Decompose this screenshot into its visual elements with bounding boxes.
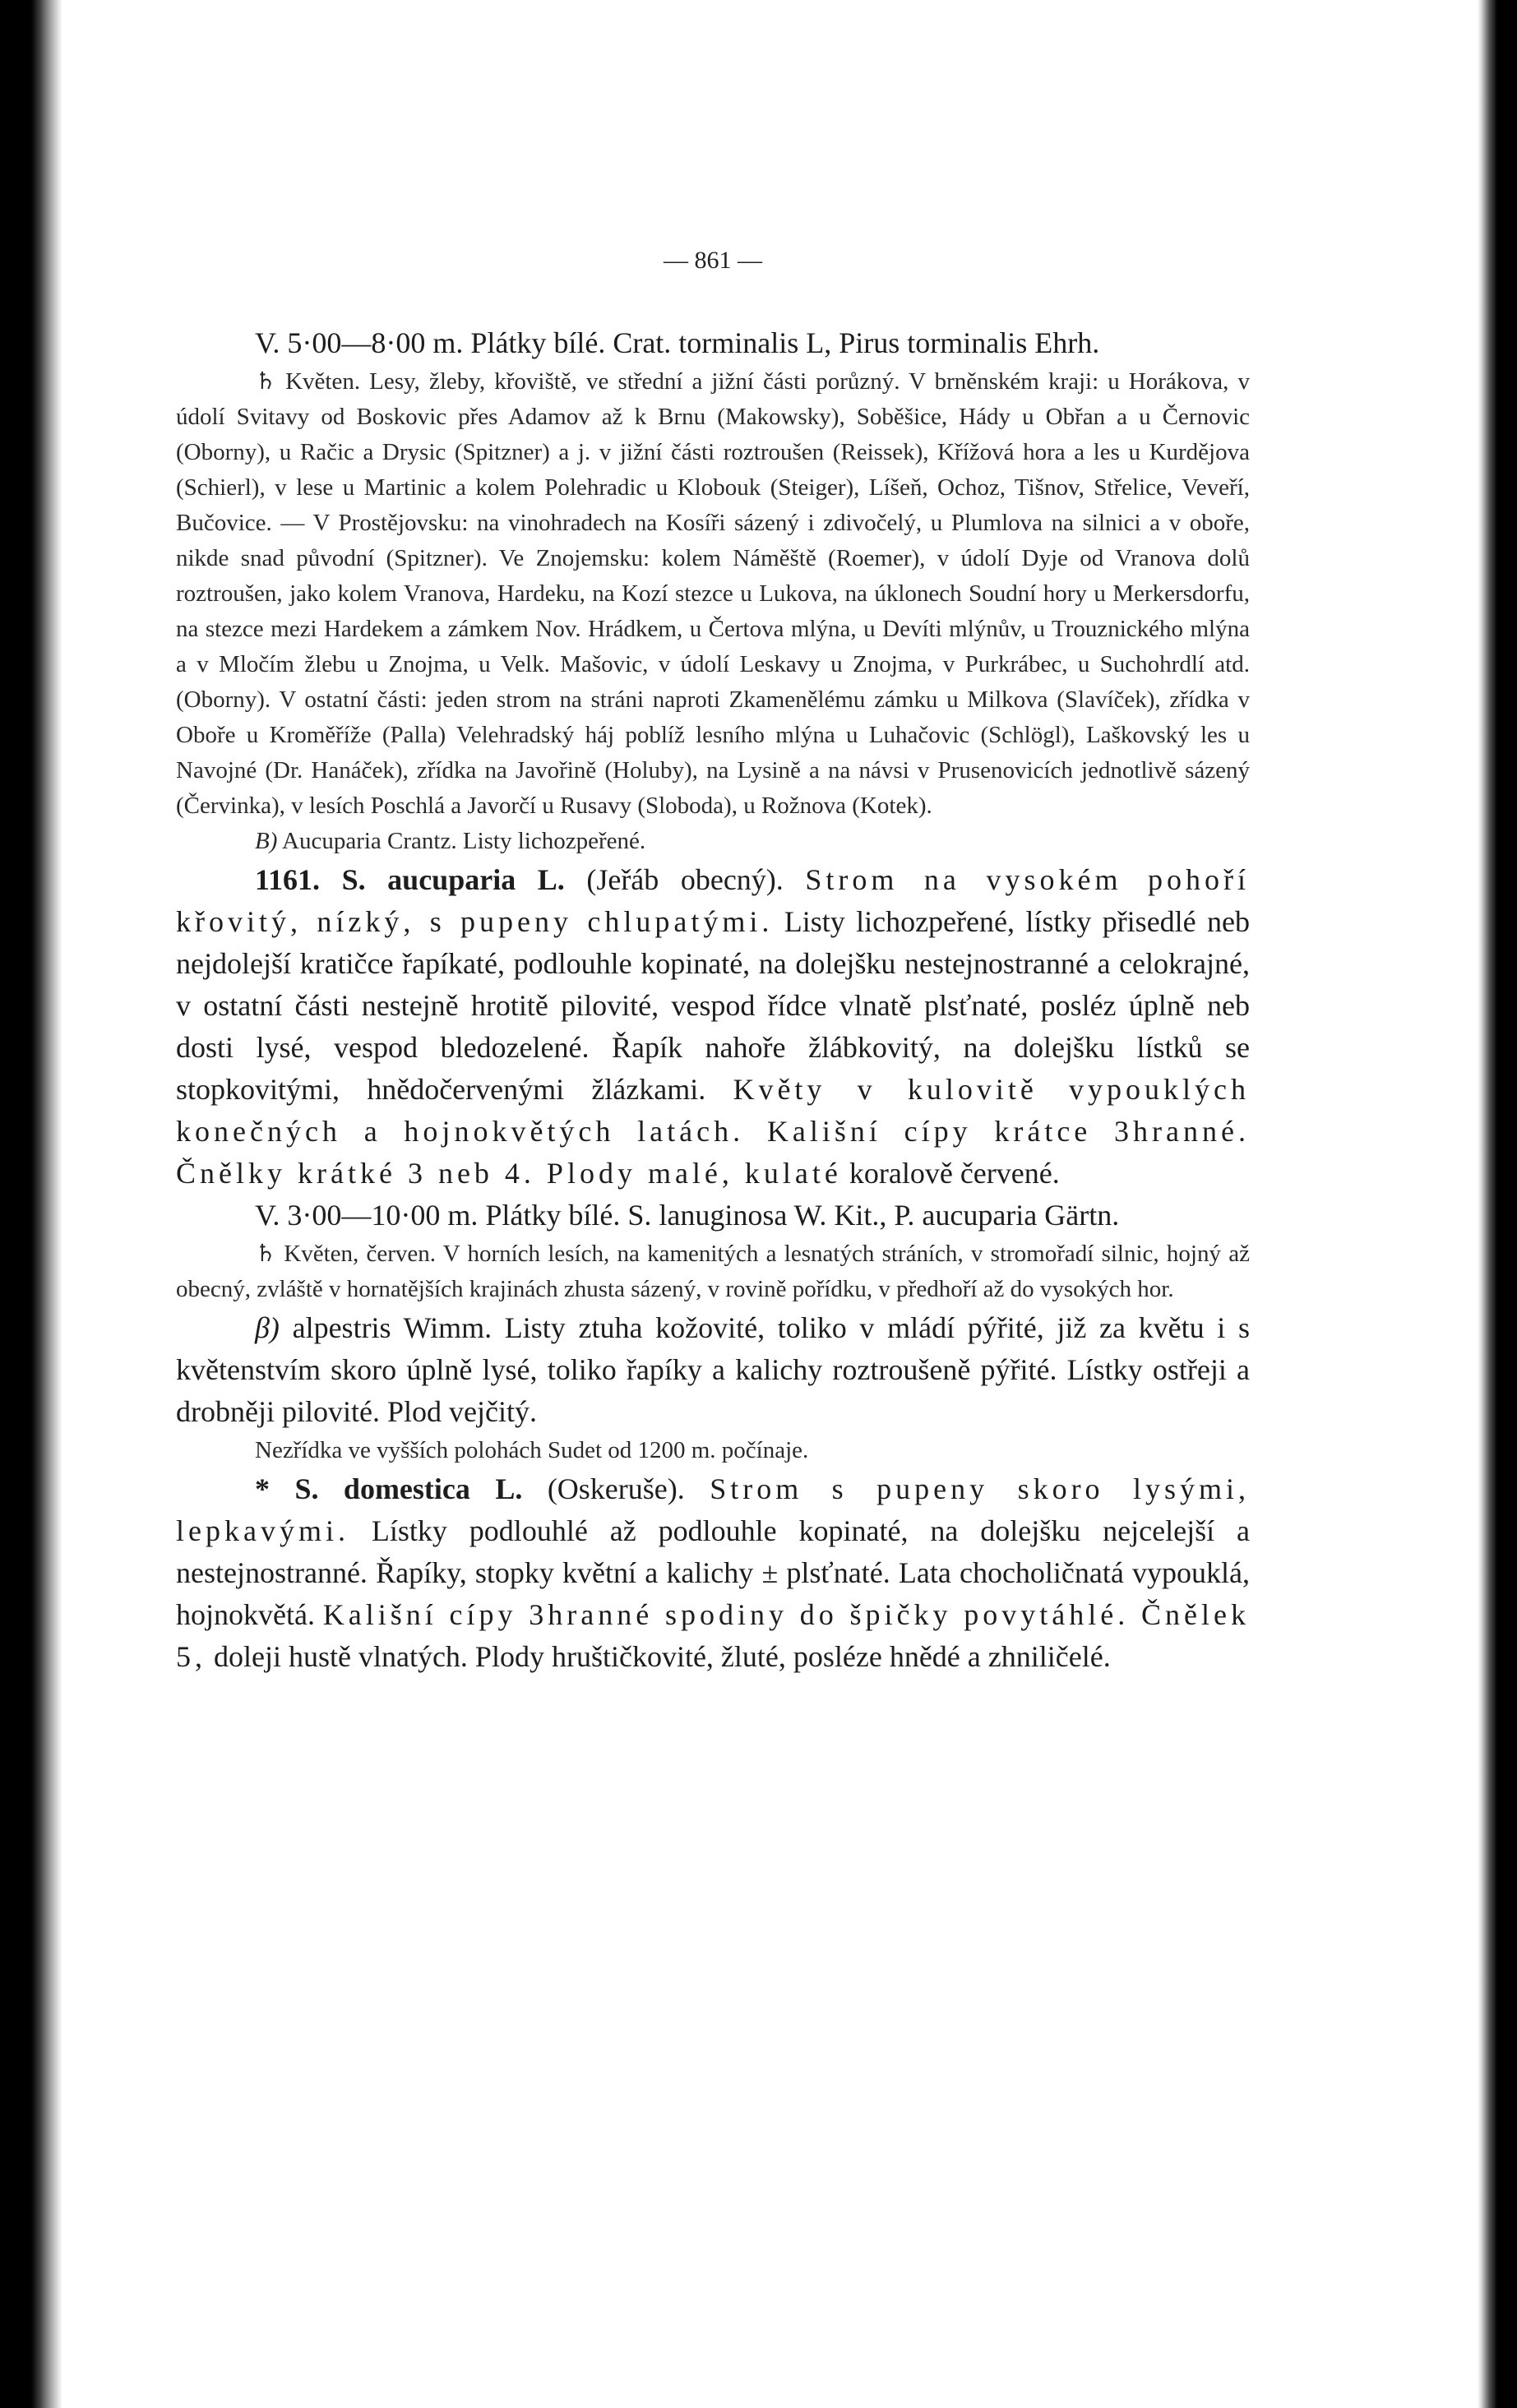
section-b-letter: B) (255, 828, 278, 854)
domestica-spaced-habit: Strom s pupeny skoro lysými, lepkavými. (176, 1472, 1251, 1547)
torminalis-flower-line: V. 5·00—8·00 m. Plátky bílé. Crat. torminalis L, Pirus torminalis Ehrh. (255, 326, 1100, 359)
scan-right-edge (1478, 0, 1517, 2408)
domestica-common-name: (Oskeruše). (547, 1472, 685, 1505)
section-b-text: Aucuparia Crantz. Listy lichozpeřené. (282, 828, 646, 854)
domestica-leaves: Lístky podlouhlé až podlouhle kopinaté, na dolejšku nejcelejší a nestejnostranné. Řapíky, stopky květní a kalichy ± plsťnaté. Lata chocholičnatá vypouklá, hojnokvětá. (176, 1514, 1250, 1631)
section-b-heading (176, 824, 1250, 859)
species-number: 1161. S. (255, 863, 366, 896)
spaced-habit: Strom na vysokém pohoří křovitý, nízký, s pupeny chlupatými. (176, 863, 1251, 938)
beta-distribution: Nezřídka ve vyšších polohách Sudet od 1200 m. počínaje. (255, 1437, 809, 1463)
domestica-spaced-calyx: Kališní cípy 3hranné spodiny do špičky povytáhlé. Čnělek 5, (176, 1598, 1251, 1673)
domestica-star: * (255, 1472, 270, 1505)
fruit-color: koralově červené. (849, 1157, 1060, 1190)
aucuparia-flower-line: V. 3·00—10·00 m. Plátky bílé. S. lanuginosa W. Kit., P. aucuparia Gärtn. (255, 1199, 1120, 1232)
page-number: — 861 — (664, 247, 762, 274)
aucuparia-description (176, 859, 1250, 1195)
book-page (176, 247, 1250, 1678)
beta-letter: β) (255, 1311, 280, 1344)
species-name: aucuparia L. (387, 863, 565, 896)
beta-text: alpestris Wimm. Listy ztuha kožovité, toliko v mládí pýřité, již za květu i s květenstvím skoro úplně lysé, toliko řapíky a kalichy roztroušeně pýřité. Lístky ostřeji a drobněji pilovité. Plod vejčitý. (176, 1311, 1250, 1428)
domestica-fruit: doleji hustě vlnatých. Plody hruštičkovité, žluté, posléze hnědé a zhniličelé. (214, 1640, 1111, 1673)
beta-variety (176, 1307, 1250, 1433)
leaf-description: Listy lichozpeřené, lístky přisedlé neb nejdolejší kratičce řapíkaté, podlouhle kopinaté, na dolejšku nestejnostranné a celokrajné, v ostatní části nestejně hrotitě pilovité, vespod řídce vlnatě plsťnaté, posléz úplně neb dosti lysé, vespod bledozelené. Řapík nahoře žlábkovitý, na dolejšku lístků se stopkovitými, hnědočervenými žlázkami. (176, 905, 1250, 1106)
aucuparia-distribution: ♄ Květen, červen. V horních lesích, na kamenitých a lesnatých stráních, v stromořadí silnic, hojný až obecný, zvláště v hornatějších krajinách zhusta sázený, v rovině pořídku, v předhoří až do vysokých hor. (176, 1241, 1250, 1302)
domestica-name: S. domestica L. (294, 1472, 523, 1505)
torminalis-distribution: ♄ Květen. Lesy, žleby, křoviště, ve střední a jižní části porůzný. V brněnském kraji: u Horákova, v údolí Svitavy od Boskovic přes Adamov až k Brnu (Makowsky), Soběšice, Hády u Obřan a u Černovic (Oborny), u Račic a Drysic (Spitzner) a j. v jižní části roztroušen (Reissek), Křížová hora a les u Kurdějova (Schierl), v lese u Martinic a kolem Polehradic u Klobouk (Steiger), Líšeň, Ochoz, Tišnov, Střelice, Veveří, Bučovice. — V Prostějovsku: na vinohradech na Kosíři sázený i zdivočelý, u Plumlova na silnici a v oboře, nikde snad původní (Spitzner). Ve Znojemsku: kolem Náměště (Roemer), v údolí Dyje od Vranova dolů roztroušen, jako kolem Vranova, Hardeku, na Kozí stezce u Lukova, na úklonech Soudní hory u Merkersdorfu, na stezce mezi Hardekem a zámkem Nov. Hrádkem, u Čertova mlýna, u Devíti mlýnův, u Trouznického mlýna a v Mločím žlebu u Znojma, u Velk. Mašovic, v údolí Leskavy u Znojma, v Purkrábec, u Suchohrdlí atd. (Oborny). V ostatní části: jeden strom na stráni naproti Zkamenělému zámku u Milkova (Slavíček), zřídka v Oboře u Kroměříže (Palla) Velehradský háj poblíž lesního mlýna u Luhačovic (Schlögl), Laškovský les u Navojné (Dr. Hanáček), zřídka na Javořině (Holuby), na Lysině a na návsi v Prusenovicích jednotlivě sázený (Červinka), v lesích Poschlá a Javorčí u Rusavy (Sloboda), u Rožnova (Kotek). (176, 368, 1250, 819)
scan-left-edge (0, 0, 62, 2408)
species-common-name: (Jeřáb obecný). (586, 863, 784, 896)
spaced-inflorescence: Květy v kulovitě vypouklých konečných a hojnokvětých latách. Kališní cípy krátce 3hranné. Čnělky krátké 3 neb 4. Plody malé, kulaté (176, 1073, 1250, 1190)
domestica-description (176, 1468, 1250, 1678)
